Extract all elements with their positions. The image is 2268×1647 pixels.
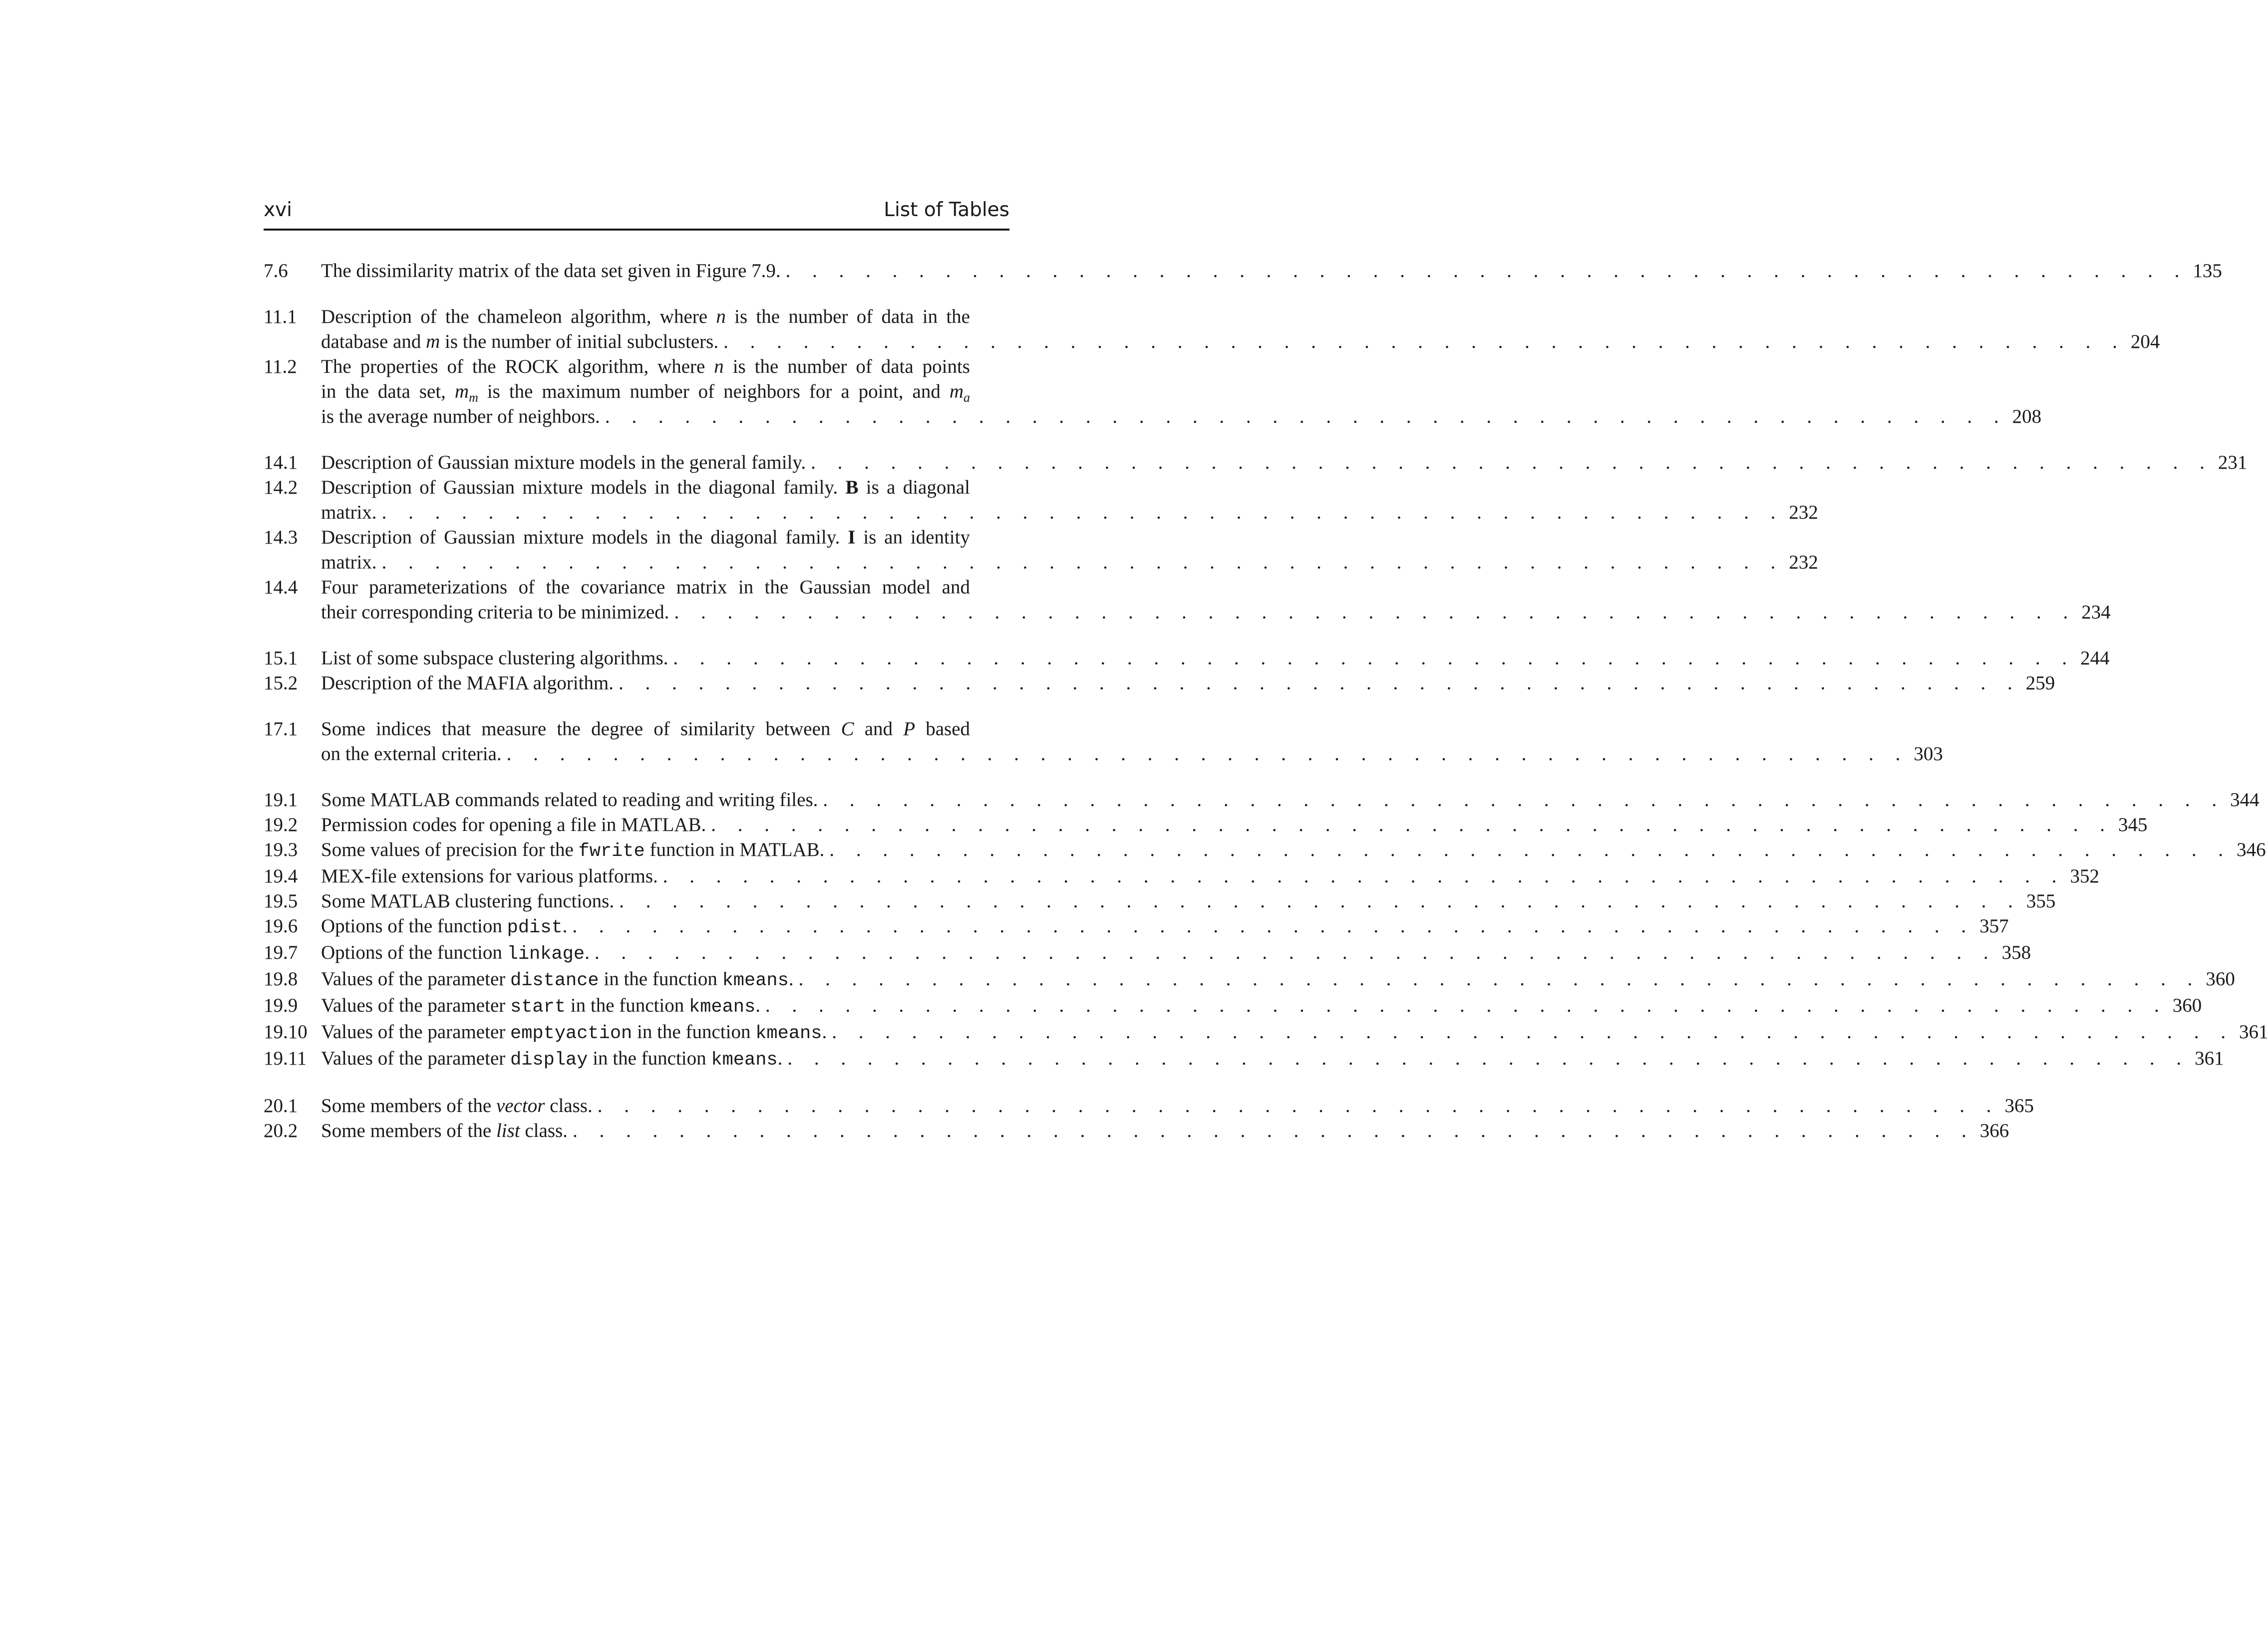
toc-entry-19-8[interactable]: [264, 967, 2235, 993]
entry-title: Description of the MAFIA algorithm.: [321, 672, 614, 694]
running-title: List of Tables: [884, 199, 1009, 221]
entry-title: Some members of the vector class.: [321, 1095, 593, 1116]
entry-title: Some members of the list class.: [321, 1120, 568, 1141]
list-of-tables: [264, 259, 2268, 1143]
toc-entry-19-11[interactable]: [264, 1046, 2224, 1073]
toc-entry-19-9[interactable]: [264, 993, 2202, 1020]
toc-entry-14-3[interactable]: [264, 525, 1818, 575]
entry-number: 11.2: [264, 356, 297, 377]
entry-page: 346: [2237, 839, 2266, 860]
entry-number: 19.10: [264, 1021, 308, 1043]
entry-page: 204: [2130, 331, 2160, 352]
leader-dots: . . . . . . . . . . . . . . . . . . . . . . . . . . . . . . . . . . . . . . . . . . . . . . . . . . . . .: [619, 890, 2021, 912]
leader-dots: . . . . . . . . . . . . . . . . . . . . . . . . . . . . . . . . . . . . . . . . . . . . . . . . . . . . .: [798, 968, 2201, 990]
entry-title: Values of the parameter start in the function kmeans.: [321, 995, 760, 1018]
entry-title-line: Description of the chameleon algorithm, where n is the number of data in the: [321, 306, 970, 327]
entry-page: 360: [2172, 995, 2202, 1016]
entry-page: 303: [1914, 743, 1943, 765]
toc-entry-19-1[interactable]: [264, 788, 2260, 813]
leader-dots: . . . . . . . . . . . . . . . . . . . . . . . . . . . . . . . . . . . . . . . . . . . . . . . . . . . . .: [823, 789, 2226, 811]
toc-entry-20-1[interactable]: [264, 1094, 2034, 1118]
toc-group-7: [264, 259, 2222, 283]
leader-dots: . . . . . . . . . . . . . . . . . . . . . . . . . . . . . . . . . . . . . . . . . . . . . . . . . . . . .: [594, 942, 1997, 963]
entry-page: 357: [1979, 915, 2009, 937]
toc-group-19: [264, 788, 2268, 1073]
leader-dots: . . . . . . . . . . . . . . . . . . . . . . . . . . . . . . . . . . . . . . . . . . . . . . . . . . . . .: [572, 1120, 1975, 1141]
entry-title-line: Some indices that measure the degree of similarity between C and P based: [321, 718, 970, 740]
leader-dots: . . . . . . . . . . . . . . . . . . . . . . . . . . . . . . . . . . . . . . . . . . . . . . . . . . . . .: [785, 260, 2188, 281]
leader-dots: . . . . . . . . . . . . . . . . . . . . . . . . . . . . . . . . . . . . . . . . . . . . . . . . . . . . .: [381, 551, 1784, 573]
leader-dots: . . . . . . . . . . . . . . . . . . . . . . . . . . . . . . . . . . . . . . . . . . . . . . . . . . . . .: [723, 331, 2126, 352]
toc-entry-11-2[interactable]: [264, 354, 2042, 429]
toc-entry-19-7[interactable]: [264, 940, 2031, 967]
entry-title: List of some subspace clustering algorithms.: [321, 647, 668, 669]
toc-entry-7-6[interactable]: [264, 259, 2222, 283]
toc-entry-19-4[interactable]: [264, 864, 2100, 889]
toc-entry-19-10[interactable]: [264, 1020, 2268, 1046]
leader-dots: . . . . . . . . . . . . . . . . . . . . . . . . . . . . . . . . . . . . . . . . . . . . . . . . . . . . .: [605, 406, 2007, 427]
toc-entry-11-1[interactable]: [264, 304, 2160, 354]
entry-number: 19.3: [264, 839, 298, 860]
entry-page: 358: [2001, 942, 2031, 963]
entry-title: Values of the parameter distance in the function kmeans.: [321, 968, 794, 991]
entry-number: 11.1: [264, 306, 297, 327]
page-number: xvi: [264, 199, 292, 221]
entry-number: 14.1: [264, 452, 298, 473]
entry-title-line: matrix.: [321, 502, 377, 523]
entry-title-line: Four parameterizations of the covariance matrix in the Gaussian model and: [321, 576, 970, 598]
leader-dots: . . . . . . . . . . . . . . . . . . . . . . . . . . . . . . . . . . . . . . . . . . . . . . . . . . . . .: [829, 839, 2232, 860]
entry-number: 19.2: [264, 814, 298, 835]
entry-number: 19.8: [264, 968, 298, 990]
entry-number: 19.9: [264, 995, 298, 1016]
entry-number: 19.4: [264, 865, 298, 887]
entry-page: 231: [2218, 452, 2248, 473]
entry-page: 259: [2025, 672, 2055, 694]
toc-entry-15-2[interactable]: [264, 671, 2055, 696]
entry-title-line: The properties of the ROCK algorithm, where n is the number of data points: [321, 356, 970, 377]
toc-entry-19-2[interactable]: [264, 813, 2148, 837]
entry-page: 366: [1979, 1120, 2009, 1141]
leader-dots: . . . . . . . . . . . . . . . . . . . . . . . . . . . . . . . . . . . . . . . . . . . . . . . . . . . . .: [673, 647, 2076, 669]
leader-dots: . . . . . . . . . . . . . . . . . . . . . . . . . . . . . . . . . . . . . . . . . . . . . . . . . . . . .: [572, 915, 1975, 937]
entry-number: 19.6: [264, 915, 298, 937]
toc-entry-15-1[interactable]: [264, 646, 2110, 671]
entry-number: 19.11: [264, 1048, 307, 1069]
entry-number: 15.1: [264, 647, 298, 669]
entry-page: 232: [1789, 502, 1818, 523]
entry-number: 14.4: [264, 576, 298, 598]
leader-dots: . . . . . . . . . . . . . . . . . . . . . . . . . . . . . . . . . . . . . . . . . . . . . . . . . . . . .: [711, 814, 2113, 835]
entry-number: 17.1: [264, 718, 298, 740]
leader-dots: . . . . . . . . . . . . . . . . . . . . . . . . . . . . . . . . . . . . . . . . . . . . . . . . . . . . .: [811, 452, 2213, 473]
leader-dots: . . . . . . . . . . . . . . . . . . . . . . . . . . . . . . . . . . . . . . . . . . . . . . . . . . . . .: [506, 743, 1909, 765]
entry-title: MEX-file extensions for various platforms.: [321, 865, 658, 887]
entry-title: Values of the parameter display in the function kmeans.: [321, 1048, 783, 1071]
entry-page: 244: [2080, 647, 2110, 669]
entry-title-line: matrix.: [321, 551, 377, 573]
toc-group-14: [264, 450, 2248, 625]
entry-number: 7.6: [264, 260, 288, 281]
entry-page: 232: [1789, 551, 1818, 573]
entry-title: Options of the function linkage.: [321, 942, 590, 965]
leader-dots: . . . . . . . . . . . . . . . . . . . . . . . . . . . . . . . . . . . . . . . . . . . . . . . . . . . . .: [662, 865, 2065, 887]
page-header: [264, 199, 1009, 231]
entry-page: 208: [2012, 406, 2042, 427]
entry-title: Values of the parameter emptyaction in the function kmeans.: [321, 1021, 827, 1044]
entry-page: 345: [2118, 814, 2148, 835]
entry-number: 19.7: [264, 942, 298, 963]
entry-title-line: their corresponding criteria to be minimized.: [321, 601, 669, 623]
entry-page: 361: [2239, 1021, 2268, 1043]
toc-entry-14-1[interactable]: [264, 450, 2248, 475]
toc-group-11: [264, 304, 2160, 429]
toc-entry-14-4[interactable]: [264, 575, 2111, 625]
toc-entry-19-5[interactable]: [264, 889, 2056, 914]
leader-dots: . . . . . . . . . . . . . . . . . . . . . . . . . . . . . . . . . . . . . . . . . . . . . . . . . . . . .: [674, 601, 2077, 623]
entry-number: 15.2: [264, 672, 298, 694]
entry-page: 135: [2193, 260, 2222, 281]
toc-group-20: [264, 1094, 2034, 1143]
entry-page: 234: [2081, 601, 2111, 623]
entry-number: 14.2: [264, 477, 298, 498]
entry-title-line: on the external criteria.: [321, 743, 502, 765]
entry-number: 19.1: [264, 789, 298, 811]
toc-entry-19-3[interactable]: [264, 837, 2266, 864]
entry-title: Permission codes for opening a file in MATLAB.: [321, 814, 706, 835]
entry-number: 14.3: [264, 527, 298, 548]
leader-dots: . . . . . . . . . . . . . . . . . . . . . . . . . . . . . . . . . . . . . . . . . . . . . . . . . . . . .: [619, 672, 2021, 694]
entry-title-line: database and m is the number of initial subclusters.: [321, 331, 719, 352]
entry-number: 20.2: [264, 1120, 298, 1141]
entry-page: 360: [2206, 968, 2235, 990]
entry-title: Options of the function pdist.: [321, 915, 568, 938]
entry-page: 344: [2230, 789, 2260, 811]
toc-entry-20-2[interactable]: [264, 1118, 2009, 1143]
toc-group-15: [264, 646, 2110, 696]
toc-entry-17-1[interactable]: [264, 717, 1943, 767]
leader-dots: . . . . . . . . . . . . . . . . . . . . . . . . . . . . . . . . . . . . . . . . . . . . . . . . . . . . .: [765, 995, 2168, 1016]
entry-title-line: is the average number of neighbors.: [321, 406, 600, 427]
leader-dots: . . . . . . . . . . . . . . . . . . . . . . . . . . . . . . . . . . . . . . . . . . . . . . . . . . . . .: [832, 1021, 2234, 1043]
leader-dots: . . . . . . . . . . . . . . . . . . . . . . . . . . . . . . . . . . . . . . . . . . . . . . . . . . . . .: [787, 1048, 2190, 1069]
entry-title-line: in the data set, $m_m$ is the maximum number of neighbors for a point, and $m_a$: [321, 381, 970, 405]
entry-title: Some MATLAB clustering functions.: [321, 890, 615, 912]
entry-page: 361: [2195, 1048, 2224, 1069]
entry-title: Description of Gaussian mixture models in the general family.: [321, 452, 806, 473]
entry-page: 365: [2004, 1095, 2034, 1116]
toc-entry-14-2[interactable]: [264, 475, 1818, 525]
entry-title-line: Description of Gaussian mixture models in the diagonal family. I is an identity: [321, 527, 970, 548]
entry-page: 352: [2070, 865, 2100, 887]
entry-title: Some MATLAB commands related to reading and writing files.: [321, 789, 818, 811]
entry-number: 20.1: [264, 1095, 298, 1116]
toc-entry-19-6[interactable]: [264, 914, 2009, 940]
entry-title-line: Description of Gaussian mixture models in the diagonal family. B is a diagonal: [321, 477, 970, 498]
entry-title: The dissimilarity matrix of the data set given in Figure 7.9.: [321, 260, 781, 281]
toc-group-17: [264, 717, 1943, 767]
entry-number: 19.5: [264, 890, 298, 912]
entry-page: 355: [2026, 890, 2056, 912]
leader-dots: . . . . . . . . . . . . . . . . . . . . . . . . . . . . . . . . . . . . . . . . . . . . . . . . . . . . .: [597, 1095, 2000, 1116]
leader-dots: . . . . . . . . . . . . . . . . . . . . . . . . . . . . . . . . . . . . . . . . . . . . . . . . . . . . .: [381, 502, 1784, 523]
entry-title: Some values of precision for the fwrite function in MATLAB.: [321, 839, 825, 862]
